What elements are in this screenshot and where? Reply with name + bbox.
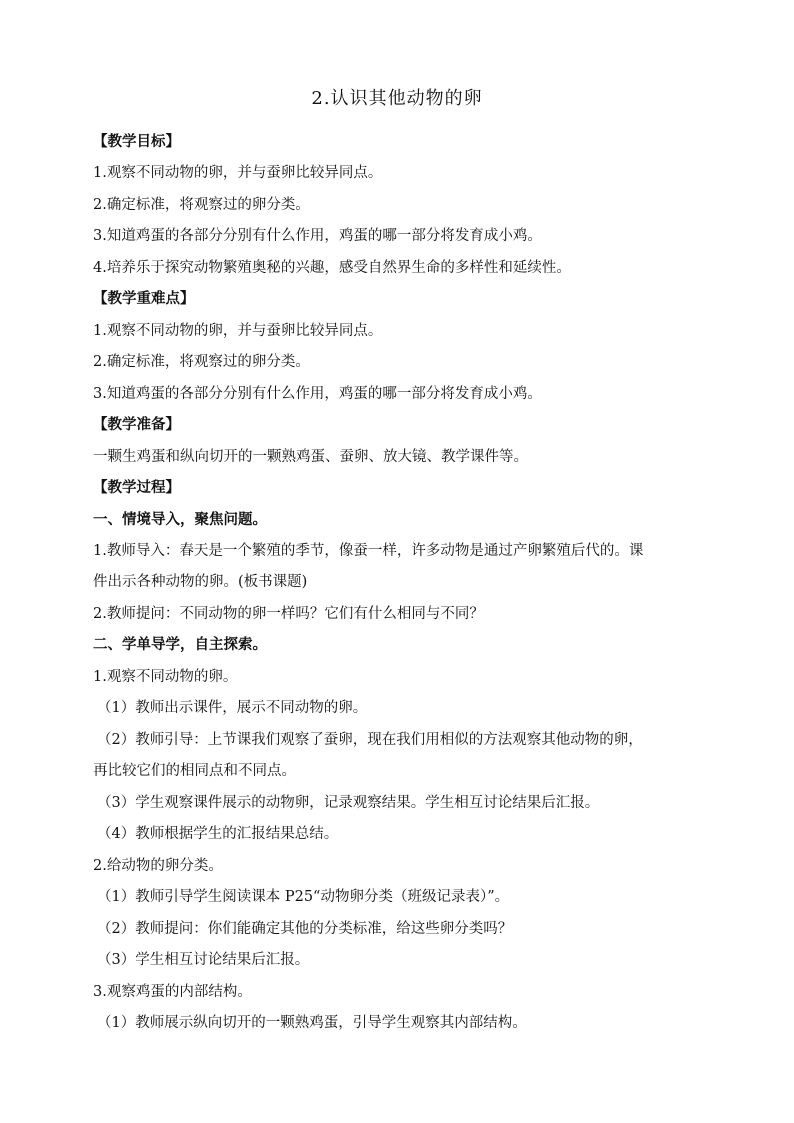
process-heading: 【教学过程】	[93, 479, 180, 496]
part1-heading: 一、情境导入，聚焦问题。	[93, 511, 267, 528]
step-sub-item: （1）教师引导学生阅读课本 P25“动物卵分类（班级记录表）”。	[97, 889, 510, 905]
prep-heading: 【教学准备】	[93, 416, 180, 433]
step-sub-item: （1）教师展示纵向切开的一颗熟鸡蛋，引导学生观察其内部结构。	[97, 1015, 527, 1031]
objective-item: 4.培养乐于探究动物繁殖奥秘的兴趣，感受自然界生命的多样性和延续性。	[93, 260, 571, 276]
step-heading: 3.观察鸡蛋的内部结构。	[93, 984, 252, 1000]
objectives-heading: 【教学目标】	[93, 133, 180, 150]
objective-item: 2.确定标准，将观察过的卵分类。	[93, 197, 310, 213]
part2-heading: 二、学单导学，自主探索。	[93, 636, 267, 653]
page-title: 2.认识其他动物的卵	[311, 88, 483, 109]
step-sub-item: （2）教师提问：你们能确定其他的分类标准，给这些卵分类吗？	[97, 921, 513, 937]
keypoint-item: 2.确定标准，将观察过的卵分类。	[93, 354, 310, 370]
objective-item: 3.知道鸡蛋的各部分分别有什么作用，鸡蛋的哪一部分将发育成小鸡。	[93, 228, 542, 244]
step-sub-item: （4）教师根据学生的汇报结果总结。	[97, 826, 339, 842]
step-heading: 2.给动物的卵分类。	[93, 858, 223, 874]
keypoints-heading: 【教学重难点】	[93, 290, 195, 307]
part1-item-continued: 件出示各种动物的卵。(板书课题)	[93, 574, 308, 590]
part1-item: 1.教师导入：春天是一个繁殖的季节，像蚕一样，许多动物是通过产卵繁殖后代的。课	[93, 543, 644, 559]
step-sub-item-continued: 再比较它们的相同点和不同点。	[93, 763, 296, 779]
step-sub-item: （3）学生观察课件展示的动物卵，记录观察结果。学生相互讨论结果后汇报。	[97, 795, 600, 811]
part1-item: 2.教师提问：不同动物的卵一样吗？它们有什么相同与不同？	[93, 606, 484, 622]
keypoint-item: 3.知道鸡蛋的各部分分别有什么作用，鸡蛋的哪一部分将发育成小鸡。	[93, 386, 542, 402]
step-sub-item: （3）学生相互讨论结果后汇报。	[97, 952, 310, 968]
prep-text: 一颗生鸡蛋和纵向切开的一颗熟鸡蛋、蚕卵、放大镜、教学课件等。	[93, 449, 528, 465]
step-sub-item: （1）教师出示课件，展示不同动物的卵。	[97, 700, 368, 716]
objective-item: 1.观察不同动物的卵，并与蚕卵比较异同点。	[93, 165, 383, 181]
keypoint-item: 1.观察不同动物的卵，并与蚕卵比较异同点。	[93, 323, 383, 339]
step-heading: 1.观察不同动物的卵。	[93, 669, 238, 685]
step-sub-item: （2）教师引导：上节课我们观察了蚕卵，现在我们用相似的方法观察其他动物的卵，	[97, 732, 643, 748]
